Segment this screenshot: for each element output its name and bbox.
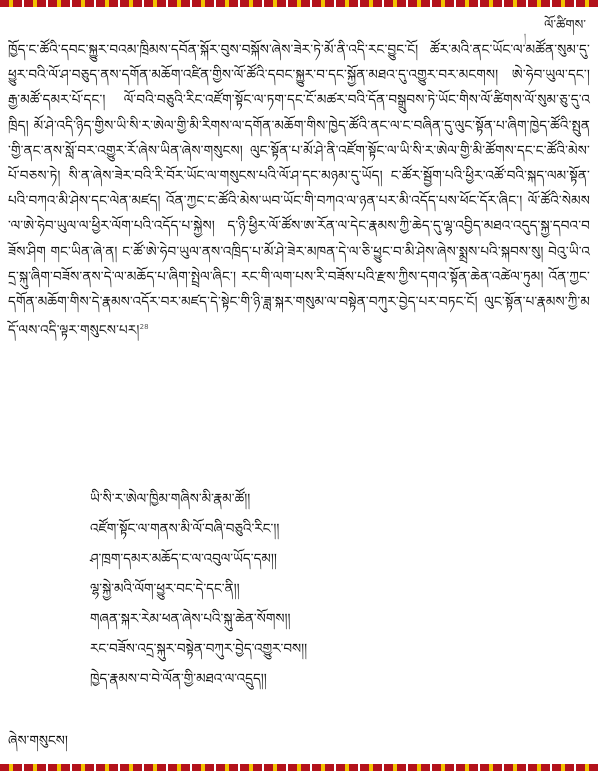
decorative-border-bottom [0, 764, 600, 771]
colophon-text: ཞེས་གསུངས། [8, 733, 68, 749]
page-number: ལོ་ཚིགས་ [544, 18, 586, 33]
verse-block [90, 484, 510, 694]
verse-line-5: གཞན་སྐར་རེམ་ཕན་ཞེས་པའི་སྐུ་ཆེན་སོགས།། [90, 611, 291, 627]
footnote-marker: 28 [139, 323, 149, 332]
verse-line-7: ཁྱེད་རྣམས་བ་བེ་ལོན་གྱི་མཐའ་ལ་འདྲུད།། [90, 671, 267, 687]
verse-line-3: ཤ་ཁྲག་དམར་མཆོད་ང་ལ་འབུལ་ཡོད་དམ།། [90, 551, 277, 567]
decorative-border-top [0, 0, 600, 7]
verse-line-2: འཛོག་སྟོང་ལ་གནས་མི་ལོ་བཞི་བཅུའི་རིང་།། [90, 521, 280, 537]
top-mark: ། [524, 33, 526, 43]
verse-line-4: ལྷ་སྐྱེ་མའི་ལོག་ཕྱུར་བང་དེ་དང་ནི།། [90, 581, 240, 597]
verse-line-6: རང་བཟོས་འདྲ་སྐུར་བསྟེན་བཀུར་བྱེད་འགྱུར་བས།། [90, 641, 308, 657]
body-text [8, 38, 590, 344]
verse-line-1: ཡི་སི་ར་ཨེལ་ཁྱིམ་གཞིས་མི་རྣམ་ཚོ།། [90, 491, 251, 507]
body-paragraph: ཁྱོད་ང་ཚོའི་དབང་སྐྱུར་བའམ་ཁྲིམས་དབོན་སྐོར་བུས་བསྐོས་ཞེས་ཟེར་ཏེ་མོ་ནི་འདི་རང་བྱུང་ངོ། ཚོར་མའི་ནང་ཡོང་ལ་མཚོན་སུམ་དུ་ཕྱུར་བའི་ལོ་ཤ་བཅུད་ནས་དགོན་མཆོག་འཛིན་གྱིས་ལོ་ཚོའི་དབང་སྐྱུར་བ་དང་སྐྱོན་མཐའ་དུ་འགྱུར་བར་མངགས། ཨེ་ཧེབ་ཡུལ་དང་། རྒྱ་མཚོ་དམར་པོ་དང་། ལོ་བའི་བཅུའི་རིང་འཛོག་སྟོང་ལ་ཏག་དང་ངོ་མཚར་བའི་དོན་བསྒྲུབས་ཏེ་ཡོང་གིས་ལོ་ཚིགས་ལོ་སུམ་ཅུ་དུ་འཁྲིད། མོ་ཤེ་འདི་ཉིད་གྱིས་ཡི་སི་ར་ཨེལ་གྱི་མི་རིགས་ལ་དགོན་མཆོག་གིས་ཁྱེད་ཚོའི་ནང་ལ་ང་བཞིན་དུ་ལུང་སྟོན་པ་ཞིག་ཁྱེད་ཚོའི་སྤུན་གྱི་ནང་ནས་སློ་བར་འགྱུར་རོ་ཞེས་ཡིན་ཞེས་གསུངས། ལུང་སྟོན་པ་མོ་ཤེ་ནི་འཛོག་སྟོང་ལ་ཡི་སི་ར་ཨེལ་གྱི་མི་ཚོགས་དང་ང་ཚོའི་མེས་པོ་བཅས་ཏེ། སི་ན་ཞེས་ཟེར་བའི་རི་བོར་ཡོང་ལ་གསུངས་པའི་ལོ་ཤ་དང་མཉམ་དུ་ཡོད། ང་ཚོར་སྦྱོག་པའི་ཕྱིར་འཚོ་བའི་སྐད་ལམ་སྟོན་པའི་བཀའ་མི་ཤེས་དང་ལེན་མཛད། འོན་ཀྱང་ང་ཚོའི་མེས་ཡབ་ཡོང་གི་བཀའ་ལ་ཉན་པར་མི་འདོད་པས་ཕོང་དོར་ཞིང་། ལོ་ཚོའི་སེམས་ལ་ཨེ་ཧེབ་ཡུལ་ལ་ཕྱིར་ལོག་པའི་འདོད་པ་སྐྱེས། ད་ཉི་ཕྱིར་ལོ་ཚོས་ཨ་རོན་ལ་དེང་རྣམས་ཀྱི་ཆེད་དུ་ལྷ་འབྱིད་མཐའ་འདུད་སྐྱ་དབའ་བཟོས་ཤིག གང་ཡིན་ཞེ་ན། ང་ཚོ་ཨེ་ཧེབ་ཡུལ་ནས་འཁྲིད་པ་མོ་ཤེ་ཟེར་མཁན་དེ་ལ་ཅི་ཕྱུང་བ་མི་ཤེས་ཞེས་སྨྲས་པའི་སྐབས་སུ། བེའུ་ཡི་འདྲ་སྐུ་ཞིག་བཟོས་ནས་དེ་ལ་མཆོད་པ་ཞིག་སྤྲེལ་ཞིང་། རང་གི་ལག་པས་རི་བཟོས་པའི་རྫས་ཀྱིས་དགའ་སྟོན་ཆེན་འཚེལ་ཏུམ། འོན་ཀྱང་དགོན་མཆོག་གིས་དེ་རྣམས་འདོར་བར་མཛད་དེ་སྟེང་གི་ཉི་ཟླ་སྐར་གསུམ་ལ་བསྟེན་བཀུར་བྱེད་པར་བཏང་ངོ། ལུང་སྟོན་པ་རྣམས་ཀྱི་མདོ་ལས་འདི་ལྟར་གསུངས་པར།$^{28}$ [8, 42, 590, 339]
